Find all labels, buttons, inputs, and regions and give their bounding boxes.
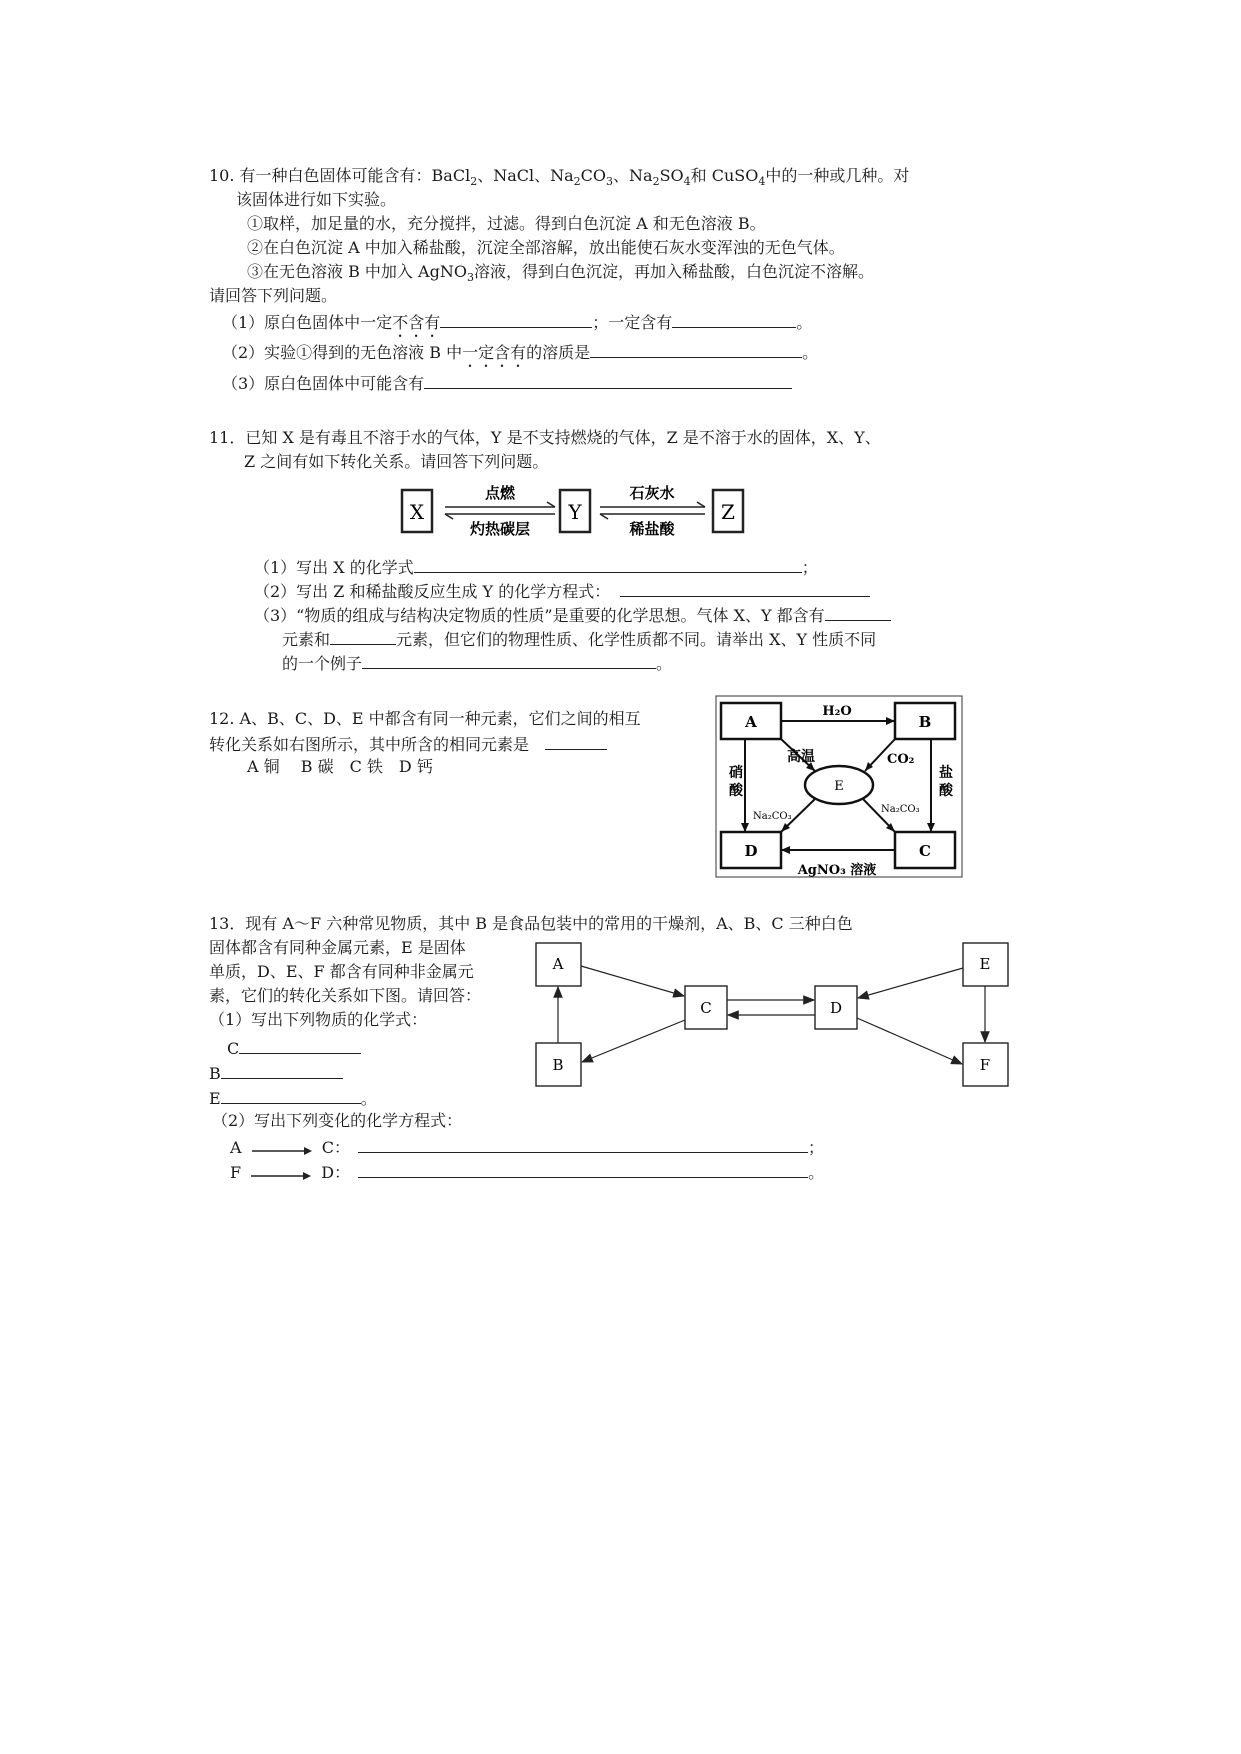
- q13-stem-line4: 素，它们的转化关系如下图。请回答：: [209, 986, 482, 1005]
- q13-stem-line1: 13．现有 A～F 六种常见物质，其中 B 是食品包装中的常用的干燥剂，A、B、C 三种白色: [209, 914, 853, 933]
- ec-condition: Na₂CO₃: [881, 804, 920, 815]
- q12-answer-blank[interactable]: [545, 732, 607, 750]
- ae-condition: 高温: [787, 749, 815, 765]
- bc-condition: 盐: [939, 765, 953, 781]
- q11-answer-blank-5[interactable]: [362, 651, 656, 669]
- c-label: C: [919, 842, 931, 860]
- q13-a-label: A: [230, 1138, 242, 1157]
- q12-stem-line1: 12. A、B、C、D、E 中都含有同一种元素，它们之间的相互: [209, 709, 641, 728]
- q10-subscript: 2: [470, 175, 478, 189]
- q13-c-label-2: C：: [321, 1138, 350, 1157]
- q10-subscript: 2: [573, 175, 581, 189]
- q11-p2-text: （2）写出 Z 和稀盐酸反应生成 Y 的化学方程式：: [254, 582, 611, 601]
- ed-condition: Na₂CO₃: [753, 811, 792, 822]
- q11-part-1: [254, 555, 818, 579]
- d-label: D: [744, 842, 758, 860]
- cd-condition: AgNO₃ 溶液: [797, 863, 877, 878]
- q13-eq-a-to-c: [230, 1135, 824, 1159]
- q13-d-label-2: D：: [321, 1163, 351, 1182]
- e-label: E: [834, 779, 844, 794]
- q10-step-2: ②在白色沉淀 A 中加入稀盐酸，沉淀全部溶解，放出能使石灰水变浑浊的无色气体。: [247, 238, 845, 257]
- q13-f-label: F: [230, 1163, 242, 1182]
- y-label: Y: [568, 500, 582, 524]
- q10-step-3: [247, 261, 874, 289]
- q10-answer-blank-1[interactable]: [440, 310, 592, 328]
- q10-prompt: 请回答下列问题。: [209, 286, 338, 305]
- d-to-f-arrow: [857, 1018, 962, 1064]
- q10-p1-text: ；一定含有: [592, 313, 673, 332]
- q11-answer-blank-1[interactable]: [414, 555, 802, 573]
- q13-conversion-diagram: [535, 940, 1010, 1095]
- q10-p2-end: 。: [802, 343, 819, 362]
- a-to-c-arrow: [581, 966, 684, 996]
- q12-options: A 铜 B 碳 C 铁 D 钙: [247, 757, 433, 776]
- a-label: A: [745, 713, 757, 731]
- c-label: C: [700, 999, 712, 1017]
- q10-subscript: 2: [652, 175, 660, 189]
- q13-part-2: （2）写出下列变化的化学方程式：: [212, 1111, 463, 1130]
- q11-answer-blank-3[interactable]: [825, 603, 891, 621]
- q10-stem-part: 中的一种或几种。对: [765, 166, 910, 185]
- q11-part-3-line1: [254, 603, 891, 627]
- e-label: E: [979, 955, 991, 973]
- q13-eq1-end: ；: [808, 1138, 825, 1157]
- f-label: F: [979, 1056, 991, 1074]
- q11-p1-end: ；: [801, 558, 818, 577]
- q13-stem-line2: 固体都含有同种金属元素，E 是固体: [209, 938, 466, 957]
- q11-p1-text: （1）写出 X 的化学式: [254, 558, 414, 577]
- q10-p1-text: （1）原白色固体中一定: [222, 313, 393, 332]
- ad-condition: 酸: [729, 783, 743, 799]
- q10-subscript: 3: [606, 175, 614, 189]
- q11-part-2: [254, 579, 870, 603]
- ab-condition: H₂O: [822, 704, 852, 719]
- x-label: X: [409, 500, 425, 524]
- q11-answer-blank-4[interactable]: [330, 627, 396, 645]
- q10-stem-part: SO: [659, 166, 684, 185]
- q10-step3-text: ③在无色溶液 B 中加入 AgNO: [247, 262, 467, 281]
- reaction-arrow-icon: [250, 1167, 312, 1181]
- yz-condition-top: 石灰水: [629, 484, 675, 502]
- q10-answer-blank-2[interactable]: [672, 310, 796, 328]
- q13-part-1: （1）写出下列物质的化学式：: [209, 1010, 428, 1029]
- be-condition: CO₂: [887, 752, 915, 767]
- yz-condition-bottom: 稀盐酸: [629, 520, 675, 538]
- q10-stem-part: 、NaCl、Na: [477, 166, 574, 185]
- q13-c-label: C: [227, 1039, 240, 1058]
- q10-step-1: ①取样，加足量的水，充分搅拌，过滤。得到白色沉淀 A 和无色溶液 B。: [247, 214, 766, 233]
- q10-step3-text: 溶液，得到白色沉淀，再加入稀盐酸，白色沉淀不溶解。: [473, 262, 874, 281]
- d-label: D: [829, 999, 843, 1017]
- q11-part-3-line2: [282, 627, 876, 651]
- q11-p3-end: 。: [656, 654, 673, 673]
- reaction-arrow-icon: [251, 1142, 313, 1156]
- q10-subscript: 4: [683, 175, 691, 189]
- q13-e-label: E: [209, 1089, 221, 1108]
- q11-stem-line2: Z 之间有如下转化关系。请回答下列问题。: [244, 452, 549, 471]
- z-label: Z: [721, 500, 735, 524]
- q12-conversion-diagram: [715, 695, 963, 878]
- q10-p2-emphasis: 一定含有: [462, 343, 527, 362]
- q13-answer-blank-c[interactable]: [239, 1036, 361, 1054]
- q11-p3-text: 的一个例子: [282, 654, 363, 673]
- q13-b-label: B: [209, 1064, 221, 1083]
- q10-subscript: 3: [466, 271, 474, 285]
- q12-stem-text: 转化关系如右图所示，其中所含的相同元素是: [209, 735, 530, 754]
- q10-stem-part: CO: [580, 166, 607, 185]
- q11-p3-text: （3）“物质的组成与结构决定物质的性质”是重要的化学思想。气体 X、Y 都含有: [254, 606, 825, 625]
- q10-part-1: [222, 310, 812, 341]
- q10-answer-blank-4[interactable]: [424, 371, 792, 389]
- q10-p2-text: （2）实验①得到的无色溶液 B 中: [222, 343, 463, 362]
- a-label: A: [552, 955, 564, 973]
- ad-condition: 硝: [729, 765, 743, 781]
- q13-eq-f-to-d: [230, 1160, 824, 1184]
- xy-condition-top: 点燃: [484, 484, 516, 502]
- q10-p3-text: （3）原白色固体中可能含有: [222, 374, 425, 393]
- q13-eq2-end: 。: [808, 1163, 825, 1182]
- q10-number: 10.: [209, 166, 235, 185]
- q11-part-3-line3: [282, 651, 672, 675]
- q10-stem-line2: 该固体进行如下实验。: [236, 190, 397, 209]
- b-label: B: [552, 1056, 564, 1074]
- bc-condition: 酸: [939, 783, 953, 799]
- q10-subscript: 4: [758, 175, 766, 189]
- q12-stem-line2: [209, 732, 607, 756]
- q11-stem-line1: 11．已知 X 是有毒且不溶于水的气体，Y 是不支持燃烧的气体，Z 是不溶于水的固体，X、Y、: [209, 428, 881, 447]
- b-label: B: [918, 713, 932, 731]
- q13-c-answer: [227, 1036, 361, 1060]
- c-to-b-arrow: [582, 1020, 685, 1062]
- q13-answer-blank-eq1[interactable]: [358, 1135, 808, 1153]
- e-to-d-arrow: [858, 968, 963, 998]
- q13-stem-line3: 单质，D、E、F 都含有同种非金属元: [209, 962, 474, 981]
- q10-stem-part: 、Na: [613, 166, 653, 185]
- q10-part-2: [222, 340, 818, 371]
- q10-p1-end: 。: [796, 313, 813, 332]
- q11-conversion-diagram: [400, 478, 750, 540]
- q11-answer-blank-2[interactable]: [620, 579, 870, 597]
- q10-p1-emphasis: 不含有: [392, 313, 441, 332]
- q10-stem-part: 有一种白色固体可能含有：BaCl: [239, 166, 471, 185]
- xy-condition-bottom: 灼热碳层: [469, 520, 531, 538]
- q10-stem-part: 和 CuSO: [690, 166, 759, 185]
- q11-p3-text: 元素，但它们的物理性质、化学性质都不同。请举出 X、Y 性质不同: [396, 630, 877, 649]
- q13-e-end: 。: [360, 1089, 377, 1108]
- q10-p2-text: 的溶质是: [526, 343, 591, 362]
- q13-b-answer: [209, 1061, 343, 1085]
- q13-e-answer: [209, 1086, 377, 1110]
- q11-p3-text: 元素和: [282, 630, 331, 649]
- q10-part-3: [222, 371, 792, 395]
- q13-answer-blank-b[interactable]: [221, 1061, 343, 1079]
- q13-answer-blank-e[interactable]: [221, 1086, 361, 1104]
- q13-answer-blank-eq2[interactable]: [358, 1160, 808, 1178]
- q10-answer-blank-3[interactable]: [590, 340, 802, 358]
